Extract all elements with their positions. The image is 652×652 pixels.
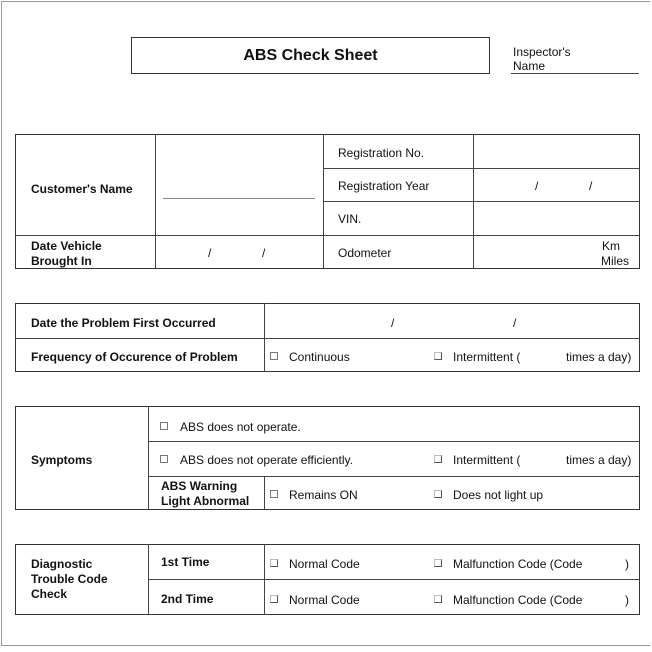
registration-no-field[interactable] (475, 137, 639, 167)
second-malfunction-code-checkbox[interactable] (434, 595, 442, 603)
symptom-times-a-day-label: times a day) (566, 453, 632, 467)
first-time-label: 1st Time (161, 555, 210, 569)
first-occurred-slash-2: / (513, 316, 517, 330)
second-normal-code-checkbox[interactable] (270, 595, 278, 603)
first-occurred-slash-1: / (391, 316, 395, 330)
registration-no-label: Registration No. (338, 146, 425, 160)
first-malfunction-code-checkbox[interactable] (434, 559, 442, 567)
divider (148, 579, 640, 580)
divider (264, 476, 265, 510)
first-malfunction-close-paren: ) (625, 557, 629, 571)
reg-year-slash-2: / (589, 179, 593, 193)
inspector-name-field[interactable] (511, 73, 639, 74)
second-normal-code-label: Normal Code (289, 593, 360, 607)
divider (15, 235, 640, 236)
title-text: ABS Check Sheet (243, 46, 378, 64)
second-malfunction-code-label: Malfunction Code (Code (453, 593, 583, 607)
frequency-label: Frequency of Occurence of Problem (31, 350, 238, 364)
unit-km: Km (602, 239, 620, 253)
page-title (131, 37, 490, 74)
dtc-label-line1: Diagnostic (31, 557, 93, 571)
abs-not-operate-label: ABS does not operate. (180, 420, 301, 434)
divider (155, 134, 156, 269)
divider (148, 406, 149, 510)
first-occurred-label: Date the Problem First Occurred (31, 316, 216, 330)
divider (323, 168, 640, 169)
customer-name-field[interactable] (163, 198, 315, 199)
warning-light-label-line1: ABS Warning (161, 479, 238, 493)
first-malfunction-code-label: Malfunction Code (Code (453, 557, 583, 571)
does-not-light-checkbox[interactable] (434, 490, 442, 498)
date-brought-label-line2: Brought In (31, 254, 92, 268)
odometer-label: Odometer (338, 246, 392, 260)
remains-on-label: Remains ON (289, 488, 358, 502)
first-normal-code-checkbox[interactable] (270, 559, 278, 567)
abs-not-efficient-checkbox[interactable] (160, 455, 168, 463)
intermittent-checkbox[interactable] (434, 352, 442, 360)
first-normal-code-label: Normal Code (289, 557, 360, 571)
does-not-light-label: Does not light up (453, 488, 544, 502)
times-a-day-label: times a day) (566, 350, 632, 364)
vin-label: VIN. (338, 212, 362, 226)
second-malfunction-close-paren: ) (625, 593, 629, 607)
customer-name-label: Customer's Name (31, 182, 133, 196)
unit-miles: Miles (601, 254, 630, 268)
symptoms-label: Symptoms (31, 453, 93, 467)
divider (323, 201, 640, 202)
vin-field[interactable] (475, 203, 639, 234)
date-brought-slash-2: / (262, 246, 266, 260)
reg-year-slash-1: / (535, 179, 539, 193)
continuous-checkbox[interactable] (270, 352, 278, 360)
dtc-label-line3: Check (31, 587, 68, 601)
date-brought-slash-1: / (208, 246, 212, 260)
second-time-label: 2nd Time (161, 592, 214, 606)
divider (148, 476, 640, 477)
registration-year-label: Registration Year (338, 179, 430, 193)
warning-light-label-line2: Light Abnormal (161, 494, 250, 508)
dtc-label-line2: Trouble Code (31, 572, 108, 586)
abs-not-efficient-label: ABS does not operate efficiently. (180, 453, 353, 467)
symptom-intermittent-label: Intermittent ( (453, 453, 521, 467)
date-brought-label-line1: Date Vehicle (31, 239, 102, 253)
abs-not-operate-checkbox[interactable] (160, 422, 168, 430)
divider (264, 303, 265, 372)
remains-on-checkbox[interactable] (270, 490, 278, 498)
inspector-label-line1: Inspector's (513, 45, 571, 59)
intermittent-label: Intermittent ( (453, 350, 521, 364)
divider (15, 338, 640, 339)
divider (148, 441, 640, 442)
symptom-intermittent-checkbox[interactable] (434, 455, 442, 463)
continuous-label: Continuous (289, 350, 350, 364)
inspector-label-line2: Name (513, 59, 546, 73)
